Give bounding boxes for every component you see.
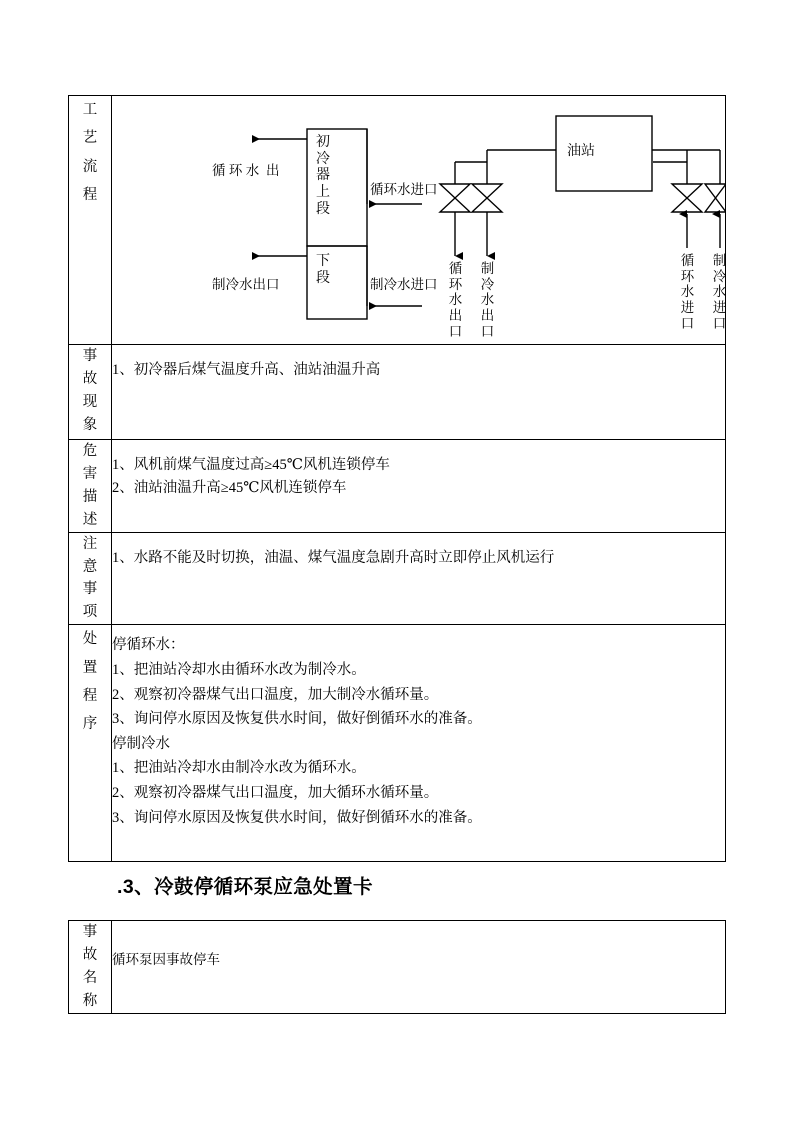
- label-char: 事: [82, 348, 98, 364]
- table-row-accident-phenomenon: [69, 345, 726, 440]
- content-line: 1、水路不能及时切换，油温、煤气温度急剧升高时立即停止风机运行: [112, 549, 555, 566]
- oil-station-label: 油站: [567, 144, 595, 159]
- table-row-process-flow: [69, 96, 726, 345]
- circ-water-in-valve-label: 循环水进口: [680, 253, 695, 331]
- content-line: 1、风机前煤气温度过高≥45℃风机连锁停车: [112, 457, 390, 473]
- label-char: 流: [82, 158, 98, 175]
- label-char: 事: [82, 581, 98, 598]
- content-line: 2、油站油温升高≥45℃风机连锁停车: [112, 480, 347, 497]
- content-line: 3、询问停水原因及恢复供水时间，做好倒循环水的准备。: [112, 809, 482, 826]
- content-line: 停循环水：: [112, 637, 185, 654]
- valve-chill-water-out-icon: [472, 184, 502, 256]
- chill-water-in-line: [367, 246, 422, 306]
- label-char: 名: [82, 969, 98, 986]
- accident-phenomenon-content: [112, 345, 726, 440]
- valve-circ-water-in-icon: [672, 184, 702, 248]
- accident-name-table: [68, 920, 726, 1014]
- content-line: 1、把油站冷却水由制冷水改为循环水。: [112, 760, 366, 777]
- table-row-disposal-procedure: [69, 625, 726, 862]
- label-char: 故: [82, 946, 98, 963]
- label-char: 述: [82, 511, 98, 528]
- chill-water-out-valve-label: 制冷水出口: [480, 261, 495, 339]
- label-char: 置: [82, 659, 98, 676]
- label-char: 处: [82, 631, 98, 648]
- label-char: 程: [82, 186, 98, 203]
- label-char: 项: [82, 604, 98, 621]
- content-line: 2、观察初冷器煤气出口温度，加大制冷水循环量。: [112, 686, 439, 703]
- label-char: 害: [82, 465, 98, 482]
- row-label-hazard-description: [69, 440, 112, 533]
- row-label-disposal-procedure: [69, 625, 112, 862]
- label-char: 工: [82, 102, 98, 118]
- label-char: 现: [82, 393, 98, 410]
- circ-water-out-left-label: 循 环 水 出: [212, 163, 280, 178]
- oil-station-right-piping: [652, 150, 720, 184]
- content-line: 1、把油站冷却水由循环水改为制冷水。: [112, 661, 366, 678]
- process-flow-diagram-cell: [112, 96, 726, 345]
- table-row-precautions: [69, 532, 726, 625]
- chill-water-in-valve-label: 制冷水进口: [712, 253, 727, 331]
- hazard-description-content: [112, 440, 726, 533]
- label-char: 危: [82, 443, 98, 459]
- section-heading: .3、冷鼓停循环泵应急处置卡: [117, 876, 373, 898]
- chill-water-in-left-label: 制冷水进口: [370, 277, 438, 292]
- cooler-upper-label: 初冷器上段: [316, 135, 330, 217]
- label-char: 意: [82, 558, 98, 575]
- circ-water-in-left-label: 循环水进口: [370, 182, 438, 197]
- valve-circ-water-out-icon: [440, 184, 470, 256]
- label-char: 序: [82, 716, 98, 733]
- valve-chill-water-in-icon: [705, 184, 726, 248]
- disposal-procedure-content: [112, 625, 726, 862]
- table-row-hazard-description: [69, 440, 726, 533]
- content-line: 循环泵因事故停车: [112, 952, 220, 967]
- label-char: 艺: [82, 130, 98, 147]
- chill-water-out-left-label: 制冷水出口: [212, 277, 280, 292]
- label-char: 程: [82, 687, 98, 704]
- label-char: 描: [82, 488, 98, 505]
- circ-water-out-valve-label: 循环水出口: [448, 261, 463, 339]
- content-line: 2、观察初冷器煤气出口温度，加大循环水循环量。: [112, 785, 439, 802]
- content-line: 3、询问停水原因及恢复供水时间，做好倒循环水的准备。: [112, 711, 482, 728]
- process-flow-diagram: [112, 96, 726, 344]
- label-char: 故: [82, 370, 98, 387]
- label-char: 称: [82, 992, 98, 1009]
- label-char: 象: [82, 416, 98, 433]
- label-char: 注: [82, 535, 98, 552]
- table-row-accident-name: [69, 921, 726, 1014]
- content-line: 停制冷水: [112, 735, 170, 752]
- row-label-accident-phenomenon: [69, 345, 112, 440]
- oil-station-left-piping: [455, 150, 556, 184]
- label-char: 事: [82, 924, 98, 940]
- diagram-svg: [112, 96, 726, 344]
- row-label-process-flow: [69, 96, 112, 345]
- accident-name-content: [112, 921, 726, 1014]
- content-line: 1、初冷器后煤气温度升高、油站油温升高: [112, 362, 381, 378]
- row-label-accident-name: [69, 921, 112, 1014]
- cooler-lower-label: 下段: [316, 254, 330, 286]
- row-label-precautions: [69, 532, 112, 625]
- emergency-response-card-table: [68, 95, 726, 862]
- precautions-content: [112, 532, 726, 625]
